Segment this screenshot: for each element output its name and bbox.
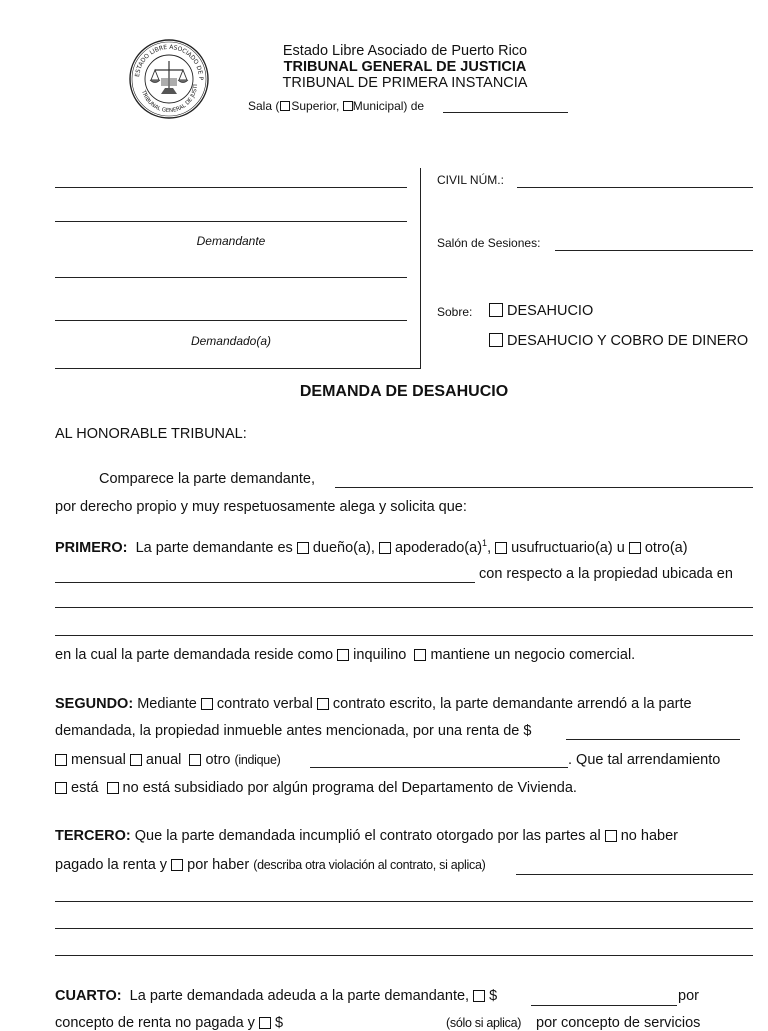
tercero-label: TERCERO: — [55, 828, 131, 844]
propiedad-field-1[interactable] — [55, 607, 753, 608]
usufructuario-label: usufructuario(a) u — [511, 539, 625, 556]
sala-field[interactable] — [443, 112, 568, 113]
primero-label: PRIMERO: — [55, 539, 128, 556]
court-seal — [127, 38, 211, 120]
no-esta-checkbox[interactable] — [107, 782, 119, 794]
segundo-row-3 — [55, 752, 280, 768]
verbal-checkbox[interactable] — [201, 698, 213, 710]
violacion-field-1[interactable] — [516, 874, 753, 875]
segundo-label: SEGUNDO: — [55, 696, 134, 712]
sala-municipal: Municipal) de — [352, 99, 425, 113]
esta-label: está — [71, 780, 99, 796]
superior-checkbox[interactable] — [280, 101, 290, 111]
tercero-text: Que la parte demandada incumplió el contrato otorgado por las partes al — [134, 828, 601, 844]
primero-row — [55, 538, 688, 556]
solo-hint: (sólo si aplica) — [446, 1016, 522, 1030]
apoderado-label: apoderado(a) — [394, 539, 483, 556]
salon-label: Salón de Sesiones: — [437, 236, 541, 250]
sala-superior: Superior, — [291, 99, 340, 113]
header-block — [250, 43, 560, 91]
tal-text: . Que tal arrendamiento — [568, 752, 721, 768]
cuarto-text: La parte demandada adeuda a la parte demandante, — [129, 988, 470, 1004]
municipal-checkbox[interactable] — [343, 101, 353, 111]
reside-text: en la cual la parte demandada reside como — [55, 647, 334, 663]
servicios-text: por concepto de servicios — [536, 1015, 701, 1031]
negocio-checkbox[interactable] — [414, 649, 426, 661]
svg-text:ESTADO LIBRE ASOCIADO DE PUERT: ESTADO LIBRE ASOCIADO DE P — [134, 43, 205, 81]
servicios-dollar: $ — [275, 1015, 284, 1031]
violacion-field-3[interactable] — [55, 928, 753, 929]
demandante-line-1[interactable] — [55, 187, 407, 188]
desahucio-cobro-checkbox[interactable] — [489, 333, 503, 347]
verbal-label: contrato verbal — [216, 696, 313, 712]
violacion-field-2[interactable] — [55, 901, 753, 902]
header-line3: TRIBUNAL DE PRIMERA INSTANCIA — [282, 75, 528, 91]
sala-row — [248, 99, 424, 113]
primero-text: La parte demandante es — [135, 539, 293, 556]
anual-checkbox[interactable] — [130, 754, 142, 766]
demandante-label: Demandante — [196, 234, 266, 248]
civil-num-field[interactable] — [517, 187, 753, 188]
anual-label: anual — [145, 752, 182, 768]
describa-hint: (describa otra violación al contrato, si aplica) — [253, 858, 486, 872]
por-haber-label: por haber — [187, 857, 250, 873]
mensual-label: mensual — [71, 752, 126, 768]
cuarto-row-1 — [55, 988, 497, 1004]
salon-field[interactable] — [555, 250, 753, 251]
indique-hint: (indique) — [234, 753, 281, 767]
demandado-line-1[interactable] — [55, 277, 407, 278]
segundo-row-2: demandada, la propiedad inmueble antes mencionada, por una renta de $ — [55, 723, 532, 739]
tercero-row-1 — [55, 828, 678, 844]
sobre-option-2 — [489, 333, 748, 349]
header-line1: Estado Libre Asociado de Puerto Rico — [282, 43, 528, 59]
cuarto-label: CUARTO: — [55, 988, 122, 1004]
page-title: DEMANDA DE DESAHUCIO — [299, 383, 509, 400]
no-haber-checkbox[interactable] — [605, 830, 617, 842]
adeuda-checkbox[interactable] — [473, 990, 485, 1002]
reside-row — [55, 647, 635, 663]
renta-field[interactable] — [566, 739, 740, 740]
salutation: AL HONORABLE TRIBUNAL: — [55, 426, 247, 442]
inquilino-label: inquilino — [353, 647, 407, 663]
comparece-text: Comparece la parte demandante, — [99, 471, 316, 487]
apoderado-checkbox[interactable] — [379, 542, 391, 554]
no-esta-label: no está subsidiado por algún programa del Departamento de Vivienda. — [122, 780, 577, 796]
adeuda-field[interactable] — [531, 1005, 677, 1006]
usufructuario-checkbox[interactable] — [495, 542, 507, 554]
otro-label: otro(a) — [644, 539, 688, 556]
desahucio-checkbox[interactable] — [489, 303, 503, 317]
demandante-line-2[interactable] — [55, 221, 407, 222]
escrito-checkbox[interactable] — [317, 698, 329, 710]
no-haber-label: no haber — [620, 828, 678, 844]
escrito-label: contrato escrito, la parte demandante arrendó a la parte — [332, 696, 692, 712]
servicios-checkbox[interactable] — [259, 1017, 271, 1029]
desahucio-label: DESAHUCIO — [507, 303, 594, 319]
violacion-field-4[interactable] — [55, 955, 753, 956]
sobre-label: Sobre: — [437, 305, 473, 319]
caption-bottom-line — [55, 368, 421, 369]
segundo-row-4 — [55, 780, 577, 796]
primero-otro-field[interactable] — [55, 582, 475, 583]
adeuda-dollar: $ — [489, 988, 498, 1004]
tercero-row-2 — [55, 857, 485, 873]
desahucio-cobro-label: DESAHUCIO Y COBRO DE DINERO — [507, 333, 749, 349]
respecto-text: con respecto a la propiedad ubicada en — [479, 566, 733, 582]
dueno-checkbox[interactable] — [297, 542, 309, 554]
demandado-label: Demandado(a) — [190, 334, 272, 348]
footnote-marker: 1 — [482, 538, 488, 548]
caption-divider — [420, 168, 421, 369]
demandado-line-2[interactable] — [55, 320, 407, 321]
footnote-comma: , — [487, 539, 492, 556]
negocio-label: mantiene un negocio comercial. — [430, 647, 636, 663]
mensual-checkbox[interactable] — [55, 754, 67, 766]
otro-periodo-checkbox[interactable] — [189, 754, 201, 766]
segundo-row-1 — [55, 696, 692, 712]
esta-checkbox[interactable] — [55, 782, 67, 794]
por-text: por — [678, 988, 699, 1004]
dueno-label: dueño(a), — [312, 539, 375, 556]
concepto-text: concepto de renta no pagada y — [55, 1015, 255, 1031]
inquilino-checkbox[interactable] — [337, 649, 349, 661]
otro-periodo-label: otro — [205, 752, 231, 768]
por-haber-checkbox[interactable] — [171, 859, 183, 871]
otro-periodo-field[interactable] — [310, 767, 568, 768]
sala-prefix: Sala ( — [248, 99, 280, 113]
propio-text: por derecho propio y muy respetuosamente alega y solicita que: — [55, 499, 467, 515]
otro-checkbox[interactable] — [629, 542, 641, 554]
header-line2: TRIBUNAL GENERAL DE JUSTICIA — [283, 59, 527, 75]
comparece-field[interactable] — [335, 487, 753, 488]
civil-num-label: CIVIL NÚM.: — [437, 173, 504, 187]
cuarto-row-2 — [55, 1015, 283, 1031]
pagado-text: pagado la renta y — [55, 857, 168, 873]
propiedad-field-2[interactable] — [55, 635, 753, 636]
svg-text:TRIBUNAL GENERAL DE JUSTICIA: TRIBUNAL GENERAL DE JUSTI — [139, 84, 200, 115]
mediante-text: Mediante — [137, 696, 197, 712]
sobre-option-1 — [489, 303, 593, 319]
